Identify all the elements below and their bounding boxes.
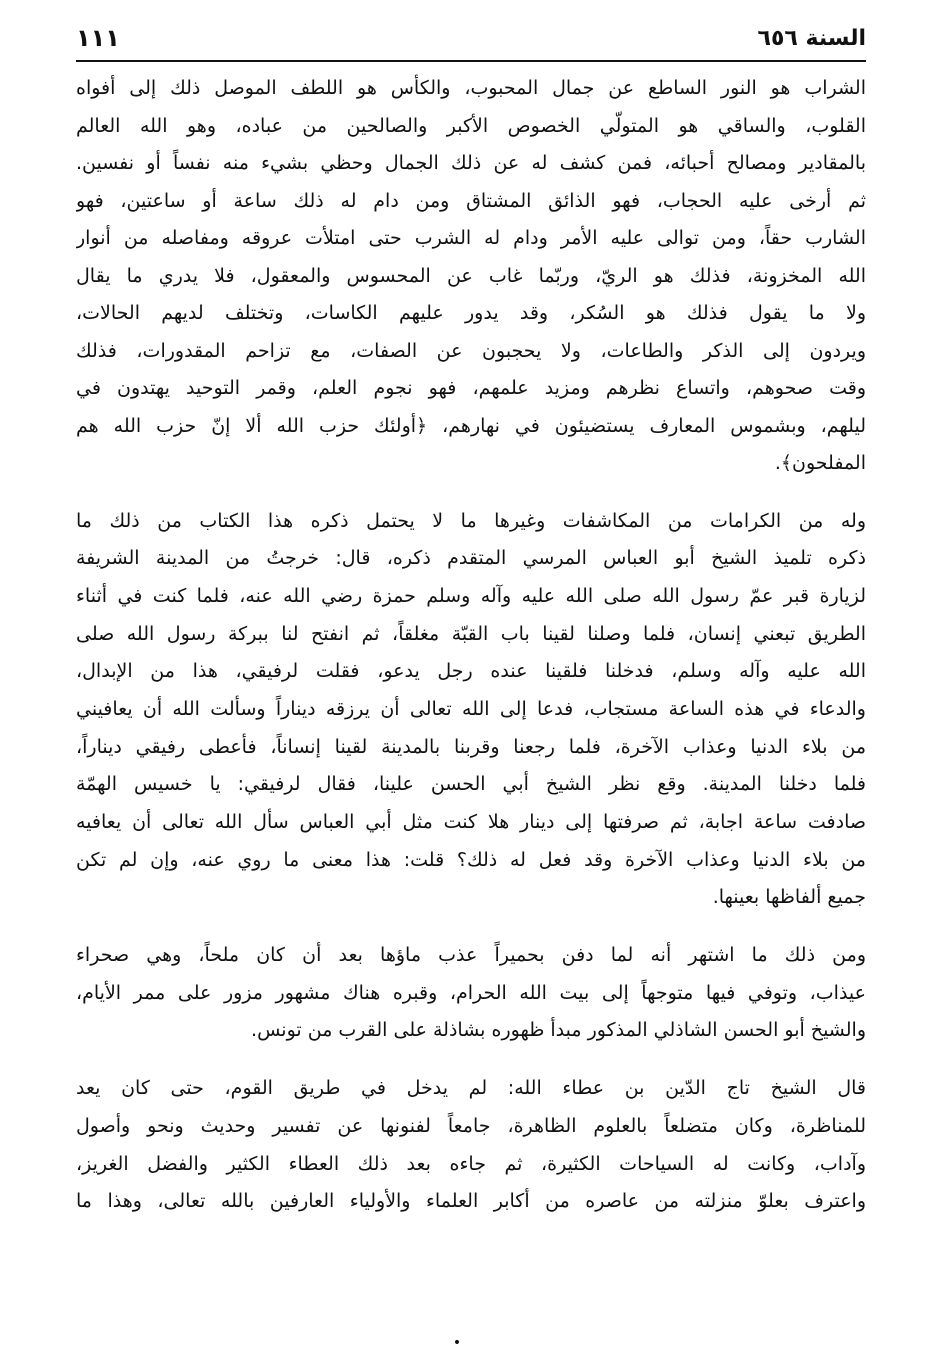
text-line: وقت صحوهم، واتساع نظرهم ومزيد علمهم، فهو نجوم العلم، وقمر التوحيد يهتدون في [76,377,866,399]
text-line: ثم أرخى عليه الحجاب، فهو الذائق المشتاق ومن دام له ذلك ساعة أو ساعتين، فهو [76,189,866,212]
text-line: والشيخ أبو الحسن الشاذلي المذكور مبدأ ظهوره بشاذلة على القرب من تونس. [251,1019,866,1042]
text-line: قال الشيخ تاج الدّين بن عطاء الله: لم يدخل في طريق القوم، حتى كان يعد [76,1077,866,1100]
document-page [76,22,866,1241]
text-line: ليلهم، وبشموس المعارف يستضيئون في نهارهم، ﴿أولئك حزب الله ألا إنّ حزب الله هم [76,414,866,437]
text-line: فلما دخلنا المدينة. وقع نظر الشيخ أبي الحسن علينا، فقال لرفيقي: يا خسيس الهمّة [76,773,866,796]
paragraph-4 [76,1070,866,1221]
text-line: الشارب حقاً، ومن توالى عليه الأمر ودام له الشرب حتى امتلأت عروقه ومفاصله من أنوار [76,227,866,249]
text-line: الله المخزونة، فذلك هو الريّ، وربّما غاب عن المحسوس والمعقول، فلا يدري ما يقال [76,264,866,287]
text-line: وله من الكرامات من المكاشفات وغيرها ما لا يحتمل ذكره هذا الكتاب من ذلك ما [76,509,866,532]
paragraph-2 [76,503,866,918]
text-line: من بلاء الدنيا وعذاب الآخرة، فلما رجعنا وقربنا بالمدينة لقينا إنساناً، فأعطى رفيقي ديناراً، [76,735,866,758]
footer-mark: • [452,1335,462,1351]
running-title: السنة ٦٥٦ [757,26,866,51]
text-line: جميع ألفاظها بعينها. [712,886,866,909]
paragraph-3 [76,937,866,1050]
text-line: من بلاء الدنيا وعذاب الآخرة وقد فعل له ذلك؟ قلت: هذا معنى ما روي عنه، وإن لم تكن [76,848,866,871]
text-line: وآداب، وكانت له السياحات الكثيرة، ثم جاءه بعد ذلك العطاء الكثير والفضل الغريز، [76,1152,866,1175]
text-line: للمناظرة، وكان متضلعاً بالعلوم الظاهرة، جامعاً لفنونها عن تفسير وحديث ونحو وأصول [76,1114,866,1137]
text-line: ولا ما يقول فذلك هو السُكر، وقد يدور عليهم الكاسات، وتختلف لديهم الحالات، [76,302,866,324]
text-line: الله عليه وآله وسلم، فدخلنا فلقينا عنده رجل يدعو، فقلت لرفيقي، هذا من الإبدال، [76,660,866,683]
page-number: ١١١ [76,24,120,52]
text-line: عيذاب، وتوفي فيها متوجهاً إلى بيت الله الحرام، وقبره هناك مشهور مزور على ممر الأيام، [76,981,866,1004]
text-line: لزيارة قبر عمّ رسول الله صلى الله عليه وآله وسلم حمزة رضي الله عنه، فلما كنت في أثناء [76,584,866,607]
text-line: الطريق تبعني إنسان، فلما وصلنا لقينا باب القبّة مغلقاً، ثم انفتح لنا ببركة رسول الله صلى [76,622,866,645]
page-header [76,22,866,62]
text-line: واعترف بعلوّ منزلته من عاصره من أكابر العلماء والأولياء العارفين بالله تعالى، وهذا ما [76,1190,866,1213]
text-line: ذكره تلميذ الشيخ أبو العباس المرسي المتقدم ذكره، قال: خرجتُ من المدينة الشريفة [76,547,866,570]
text-line: القلوب، والساقي هو المتولّي الخصوص الأكبر والصالحين من عباده، وهو الله العالم [76,114,866,137]
text-line: صادفت ساعة اجابة، ثم صرفتها إلى دينار هلا كنت مثل أبي العباس سأل الله تعالى أن يعافيه [76,811,866,833]
text-line: والدعاء في هذه الساعة مستجاب، فدعا إلى الله تعالى أن يرزقه ديناراً وسألت الله أن يعافيني [76,697,866,720]
paragraph-1 [76,70,866,483]
text-line: ويردون إلى الذكر والطاعات، ولا يحجبون عن الصفات، مع تزاحم المقدورات، فذلك [76,339,866,362]
text-line: ومن ذلك ما اشتهر أنه لما دفن بحميراً عذب ماؤها بعد أن كان ملحاً، وهي صحراء [76,944,866,967]
text-line: الشراب هو النور الساطع عن جمال المحبوب، والكأس هو اللطف الموصل ذلك إلى أفواه [76,77,866,99]
text-line: بالمقادير ومصالح أحبائه، فمن كشف له عن ذلك الجمال وحظي بشيء منه نفساً أو نفسين. [76,152,866,174]
text-line: المفلحون﴾. [774,452,866,474]
